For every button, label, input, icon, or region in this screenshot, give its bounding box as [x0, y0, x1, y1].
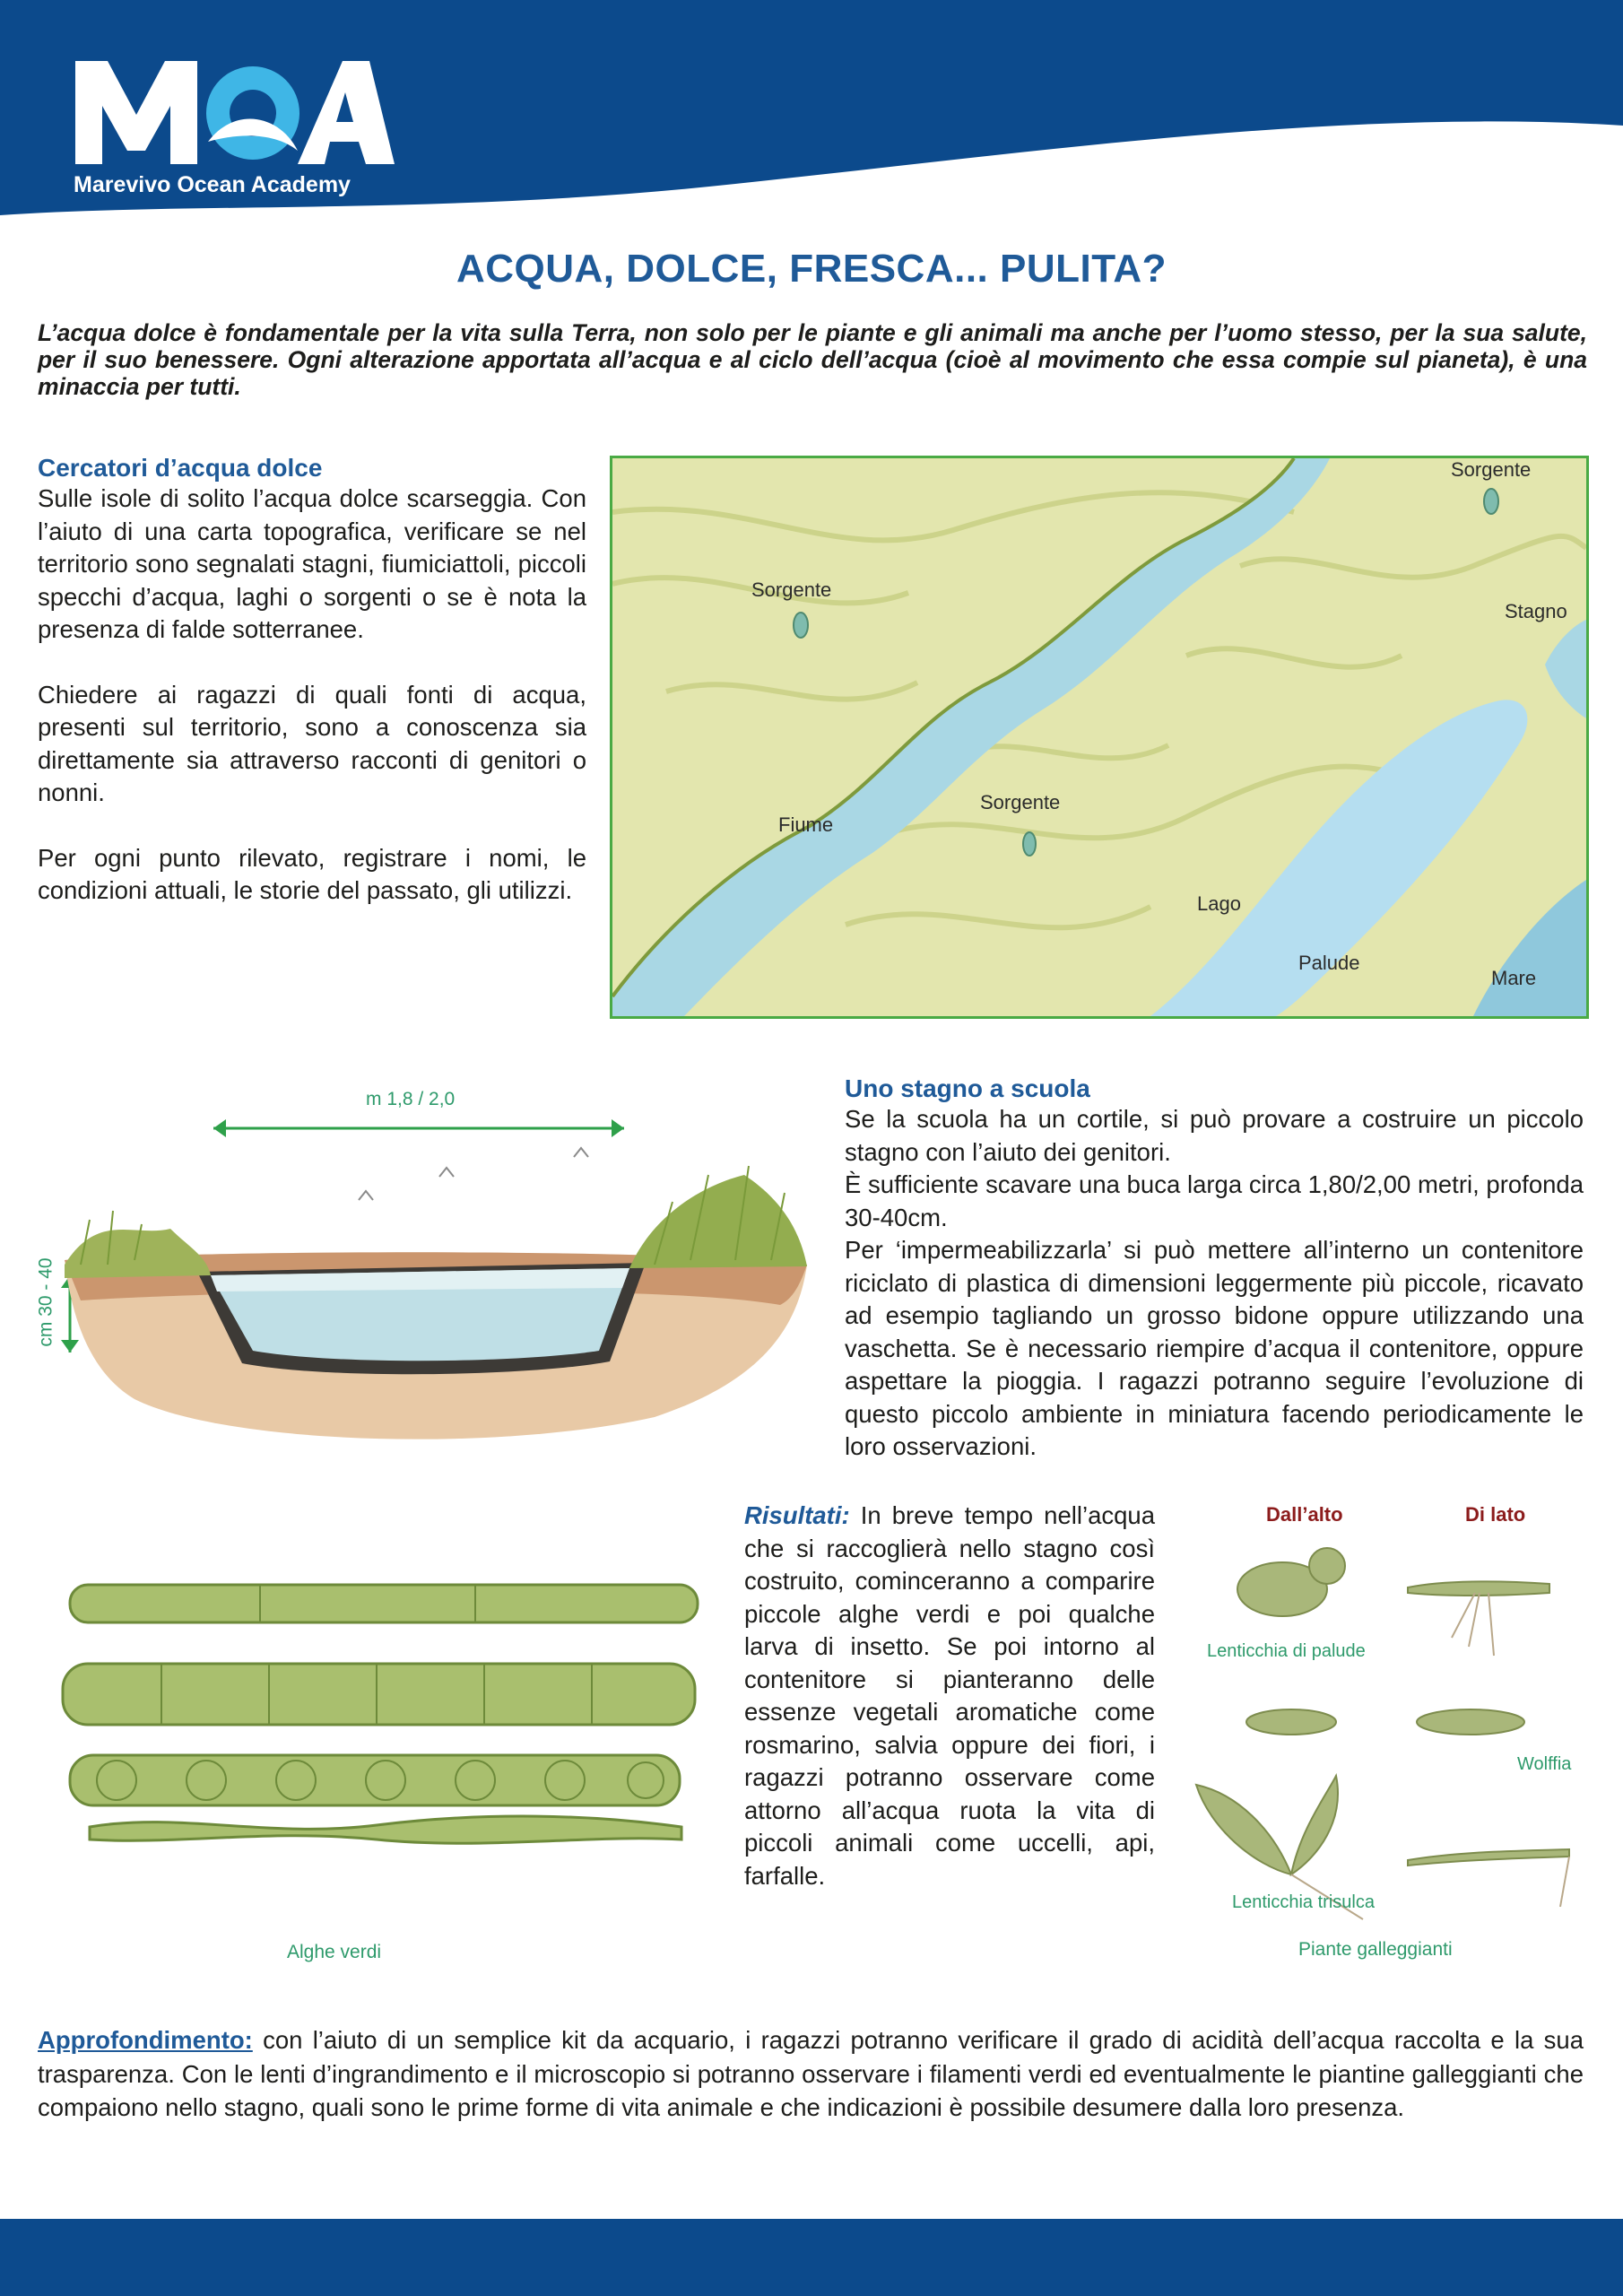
algae-illustration	[54, 1565, 708, 1962]
map-label-mare: Mare	[1491, 967, 1537, 989]
map-label-sorgente: Sorgente	[751, 578, 832, 601]
pond-drawing	[27, 1076, 834, 1462]
map-label-lago: Lago	[1197, 892, 1241, 915]
map-label-palude: Palude	[1298, 952, 1360, 974]
cercatori-body	[38, 483, 586, 908]
map-label-sorgente: Sorgente	[1451, 458, 1532, 481]
cercatori-section	[38, 454, 586, 908]
cercatori-heading: Cercatori d’acqua dolce	[38, 454, 323, 482]
approfondimento-text: con l’aiuto di un semplice kit da acquario, i ragazzi potranno verificare il grado di acidità dell’acqua raccolta e la sua trasparenza. Con le lenti d’ingrandimento e il microscopio si potranno osservare i filamenti verdi ed eventualmente le piantine galleggianti che compaiono nello stagno, quali sono le prime forme di vita animale e che indicazioni è possibile desumere dalla loro presenza.	[38, 2026, 1584, 2121]
algae-drawing	[54, 1565, 708, 1852]
cercatori-paragraph: Per ogni punto rilevato, registrare i nomi, le condizioni attuali, le storie del passato, gli utilizzi.	[38, 843, 586, 904]
map-label-fiume: Fiume	[778, 813, 834, 836]
map-illustration	[612, 458, 1586, 1016]
cercatori-paragraph: Sulle isole di solito l’acqua dolce scarseggia. Con l’aiuto di una carta topografica, verificare se nel territorio sono segnalati stagni, fiumiciattoli, piccoli specchi d’acqua, laghi o sorgenti o se è nota la presenza di falde sotterranee.	[38, 484, 586, 643]
logo-subtitle: Marevivo Ocean Academy	[74, 172, 351, 197]
width-label: m 1,8 / 2,0	[366, 1089, 456, 1109]
stagno-paragraph: Per ‘impermeabilizzarla’ si può mettere all’interno un contenitore riciclato di plastica di dimensioni leggermente più piccole, ricavato ad esempio tagliando un grosso bidone oppure utilizzando una vaschetta. Se è necessario riempire d’acqua il contenitore, oppure aspettare la pioggia. I ragazzi potranno seguire l’evoluzione di questo piccolo ambiente in miniatura facendo periodicamente le loro osservazioni.	[845, 1236, 1584, 1460]
cercatori-paragraph: Chiedere ai ragazzi di quali fonti di acqua, presenti sul territorio, sono a conoscenza sia direttamente sia attraverso racconti di genitori o nonni.	[38, 680, 586, 806]
plant-label-wolffia: Wolffia	[1517, 1754, 1572, 1774]
plants-caption: Piante galleggianti	[1298, 1939, 1453, 1960]
approfondimento-link[interactable]: Approfondimento:	[38, 2026, 253, 2054]
map-label-sorgente: Sorgente	[980, 791, 1061, 813]
risultati-text: In breve tempo nell’acqua che si raccoglierà nello stagno così costruito, cominceranno a comparire piccole alghe verdi e poi qualche larva di insetto. Se poi intorno al contenitore si pianteranno delle essenze vegetali aromatiche come rosmarino, salvia oppure dei fiori, i ragazzi potranno osservare come attorno all’acqua ruota la vita di piccoli animali come uccelli, api, farfalle.	[744, 1501, 1155, 1890]
approfondimento-paragraph	[38, 2023, 1584, 2125]
logo	[74, 52, 396, 204]
plant-label-lenticchia-palude: Lenticchia di palude	[1207, 1641, 1366, 1661]
stagno-heading: Uno stagno a scuola	[845, 1074, 1090, 1102]
algae-caption: Alghe verdi	[287, 1942, 382, 1962]
view-label-side: Di lato	[1465, 1503, 1526, 1526]
stagno-paragraph: È sufficiente scavare una buca larga circa 1,80/2,00 metri, profonda 30-40cm.	[845, 1170, 1584, 1231]
intro-paragraph: L’acqua dolce è fondamentale per la vita sulla Terra, non solo per le piante e gli animali ma anche per l’uomo stesso, per la sua salute, per il suo benessere. Ogni alterazione apportata all’acqua e al ciclo dell’acqua (cioè al movimento che essa compie sul pianeta), è una minaccia per tutti.	[38, 319, 1587, 400]
stagno-section	[845, 1074, 1584, 1464]
map-label-stagno: Stagno	[1505, 600, 1567, 622]
stagno-body	[845, 1103, 1584, 1464]
footer-bar	[0, 2219, 1623, 2296]
stagno-paragraph: Se la scuola ha un cortile, si può provare a costruire un piccolo stagno con l’aiuto dei genitori.	[845, 1105, 1584, 1166]
depth-label: cm 30 - 40	[35, 1257, 56, 1347]
topographic-map	[610, 456, 1589, 1019]
floating-plants-illustration	[1193, 1498, 1587, 1973]
page-title: ACQUA, DOLCE, FRESCA... PULITA?	[456, 247, 1167, 291]
view-label-top: Dall’alto	[1266, 1503, 1343, 1526]
plant-label-lenticchia-trisulca: Lenticchia trisulca	[1232, 1892, 1375, 1912]
risultati-paragraph	[744, 1500, 1155, 1892]
logo-graphic	[74, 52, 396, 178]
pond-illustration	[27, 1076, 834, 1462]
risultati-label: Risultati:	[744, 1501, 850, 1529]
